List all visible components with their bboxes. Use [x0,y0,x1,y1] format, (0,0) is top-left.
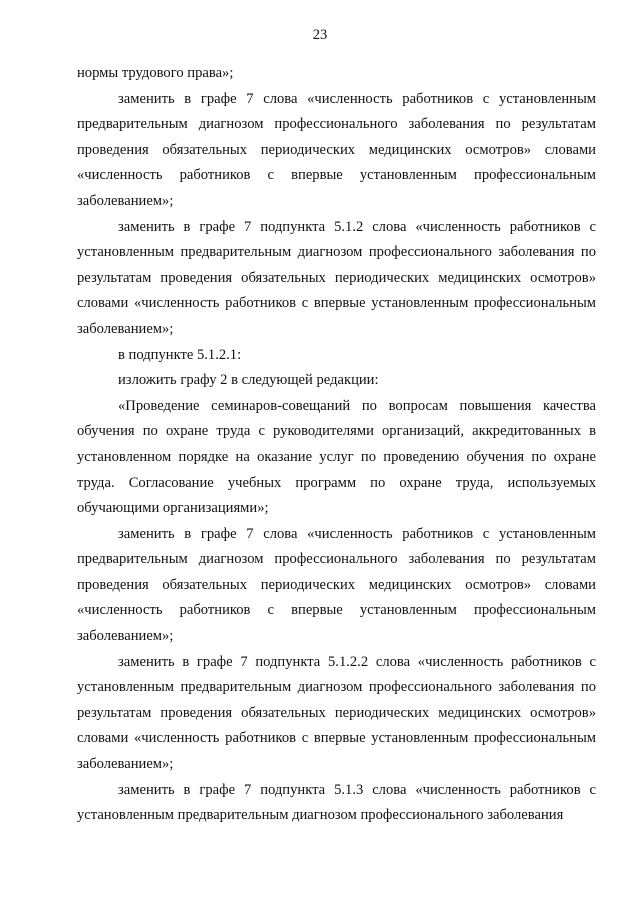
paragraph: заменить в графе 7 подпункта 5.1.3 слова «численность работников с установленным предварительным диагнозом профессионального заболевания [77,781,596,824]
paragraph: заменить в графе 7 слова «численность работников с установленным предварительным диагнозом профессионального заболевания по результатам проведения обязательных периодических медицинских осмотров» словами «численность работников с впервые установленным профессиональным заболеванием»; [77,525,596,645]
paragraph: заменить в графе 7 слова «численность работников с установленным предварительным диагнозом профессионального заболевания по результатам проведения обязательных периодических медицинских осмотров» словами «численность работников с впервые установленным профессиональным заболеванием»; [77,90,596,209]
paragraph: изложить графу 2 в следующей редакции: [118,372,379,389]
paragraph: заменить в графе 7 подпункта 5.1.2 слова «численность работников с установленным предварительным диагнозом профессионального заболевания по результатам проведения обязательных периодических медицинских осмотров» словами «численность работников с впервые установленным профессиональным заболеванием»; [77,218,596,337]
paragraph-continuation: нормы трудового права»; [77,65,234,81]
paragraph: заменить в графе 7 подпункта 5.1.2.2 слова «численность работников с установленным предварительным диагнозом профессионального заболевания по результатам проведения обязательных периодических медицинских осмотров» словами «численность работников с впервые установленным профессиональным заболеванием»; [77,653,596,773]
paragraph: в подпункте 5.1.2.1: [118,346,242,363]
document-body [77,61,596,829]
paragraph-quote: «Проведение семинаров-совещаний по вопросам повышения качества обучения по охране труда с руководителями организаций, аккредитованных в установленном порядке на оказание услуг по проведению обучения по охране труда. Согласование учебных программ по охране труда, используемых обучающими организациями»; [77,397,596,517]
page-number: 23 [312,27,328,43]
